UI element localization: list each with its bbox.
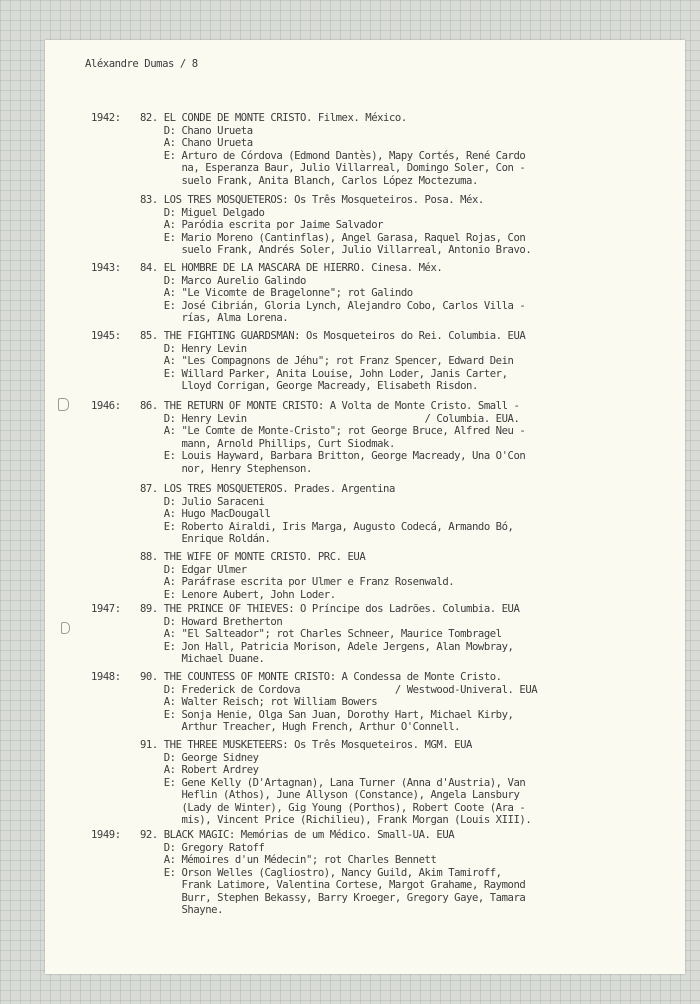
- film-entry: [140, 551, 454, 601]
- film-title-line: 87. LOS TRES MOSQUETEROS. Prades. Argentina: [140, 483, 395, 495]
- year-label: 1945:: [91, 330, 121, 342]
- film-title-line: 92. BLACK MAGIC: Memórias de um Médico. Small-UA. EUA: [140, 829, 455, 841]
- film-detail-line: D: Howard Bretherton: [140, 615, 283, 628]
- film-detail-line: Frank Latimore, Valentina Cortese, Margot Grahame, Raymond: [140, 879, 526, 891]
- film-detail-line: Heflin (Athos), June Allyson (Constance), Angela Lansbury: [140, 789, 520, 801]
- film-title-line: 84. EL HOMBRE DE LA MASCARA DE HIERRO. Cinesa. Méx.: [140, 262, 443, 274]
- year-label: 1947:: [91, 603, 121, 615]
- film-entry: [140, 829, 525, 917]
- film-detail-line: D: Chano Urueta: [140, 124, 253, 137]
- film-detail-line: E: Willard Parker, Anita Louise, John Loder, Janis Carter,: [140, 367, 508, 380]
- film-detail-line: D: Frederick de Cordova / Westwood-Univeral. EUA: [140, 683, 538, 696]
- film-detail-line: E: Lenore Aubert, John Loder.: [140, 588, 336, 601]
- film-entry: [140, 671, 537, 734]
- year-label: 1943:: [91, 262, 121, 274]
- film-detail-line: D: Henry Levin: [140, 342, 247, 355]
- film-title-line: 88. THE WIFE OF MONTE CRISTO. PRC. EUA: [140, 551, 366, 563]
- film-entry: [140, 112, 525, 187]
- film-detail-line: Arthur Treacher, Hugh French, Arthur O'Connell.: [140, 721, 461, 733]
- film-detail-line: A: "Les Compagnons de Jéhu"; rot Franz Spencer, Edward Dein: [140, 355, 514, 367]
- film-detail-line: E: Mario Moreno (Cantinflas), Angel Garasa, Raquel Rojas, Con: [140, 231, 526, 244]
- film-entry: [140, 400, 525, 475]
- film-entry: [140, 603, 519, 666]
- film-detail-line: D: George Sidney: [140, 751, 259, 764]
- film-detail-line: Burr, Stephen Bekassy, Barry Kroeger, Gregory Gaye, Tamara: [140, 891, 526, 904]
- year-label: 1946:: [91, 400, 121, 412]
- film-title-line: 90. THE COUNTESS OF MONTE CRISTO: A Condessa de Monte Cristo.: [140, 671, 502, 683]
- film-detail-line: suelo Frank, Andrés Soler, Julio Villarreal, Antonio Bravo.: [140, 244, 532, 256]
- film-detail-line: E: Jon Hall, Patricia Morison, Adele Jergens, Alan Mowbray,: [140, 640, 514, 653]
- film-detail-line: rías, Alma Lorena.: [140, 312, 289, 324]
- film-entry: [140, 194, 531, 257]
- film-detail-line: D: Gregory Ratoff: [140, 841, 265, 854]
- film-detail-line: D: Henry Levin / Columbia. EUA.: [140, 412, 520, 425]
- film-title-line: 82. EL CONDE DE MONTE CRISTO. Filmex. México.: [140, 112, 407, 124]
- film-detail-line: D: Miguel Delgado: [140, 206, 265, 219]
- film-detail-line: mis), Vincent Price (Richilieu), Frank Morgan (Louis XIII).: [140, 814, 532, 826]
- film-title-line: 83. LOS TRES MOSQUETEROS: Os Três Mosqueteiros. Posa. Méx.: [140, 194, 484, 206]
- page-header: Aléxandre Dumas / 8: [85, 58, 198, 70]
- film-detail-line: Enrique Roldán.: [140, 533, 271, 545]
- film-detail-line: Lloyd Corrigan, George Macready, Elisabeth Risdon.: [140, 380, 478, 392]
- film-detail-line: A: Paráfrase escrita por Ulmer e Franz Rosenwald.: [140, 576, 455, 588]
- film-detail-line: Shayne.: [140, 904, 223, 916]
- film-entry: [140, 262, 525, 325]
- film-detail-line: E: José Cibrián, Gloria Lynch, Alejandro Cobo, Carlos Villa -: [140, 299, 526, 312]
- film-detail-line: A: Mémoires d'un Médecin"; rot Charles Bennett: [140, 854, 437, 866]
- film-detail-line: D: Marco Aurelio Galindo: [140, 274, 306, 287]
- film-title-line: 91. THE THREE MUSKETEERS: Os Três Mosqueteiros. MGM. EUA: [140, 739, 472, 751]
- film-detail-line: A: Chano Urueta: [140, 137, 253, 149]
- film-detail-line: D: Edgar Ulmer: [140, 563, 247, 576]
- year-label: 1949:: [91, 829, 121, 841]
- film-detail-line: suelo Frank, Anita Blanch, Carlos López Moctezuma.: [140, 174, 478, 187]
- film-detail-line: E: Louis Hayward, Barbara Britton, George Macready, Una O'Con: [140, 450, 526, 462]
- film-detail-line: E: Arturo de Córdova (Edmond Dantès), Mapy Cortés, René Cardo: [140, 149, 526, 162]
- film-detail-line: A: "Le Vicomte de Bragelonne"; rot Galindo: [140, 287, 413, 299]
- film-detail-line: A: Hugo MacDougall: [140, 508, 271, 520]
- film-detail-line: (Lady de Winter), Gig Young (Porthos), Robert Coote (Ara -: [140, 801, 526, 814]
- film-detail-line: E: Orson Welles (Cagliostro), Nancy Guild, Akim Tamiroff,: [140, 866, 502, 879]
- year-label: 1942:: [91, 112, 121, 124]
- film-detail-line: E: Gene Kelly (D'Artagnan), Lana Turner (Anna d'Austria), Van: [140, 776, 526, 789]
- film-detail-line: E: Sonja Henie, Olga San Juan, Dorothy Hart, Michael Kirby,: [140, 708, 514, 721]
- margin-mark: [58, 398, 69, 411]
- film-entry: [140, 739, 531, 827]
- film-entry: [140, 330, 525, 393]
- film-title-line: 89. THE PRINCE OF THIEVES: O Príncipe dos Ladrões. Columbia. EUA: [140, 603, 520, 615]
- film-detail-line: mann, Arnold Phillips, Curt Siodmak.: [140, 437, 395, 450]
- film-detail-line: E: Roberto Airaldi, Iris Marga, Augusto Codecá, Armando Bó,: [140, 520, 514, 533]
- film-detail-line: A: Paródia escrita por Jaime Salvador: [140, 219, 384, 231]
- film-detail-line: Michael Duane.: [140, 653, 265, 665]
- film-title-line: 85. THE FIGHTING GUARDSMAN: Os Mosqueteiros do Rei. Columbia. EUA: [140, 330, 526, 342]
- film-detail-line: nor, Henry Stephenson.: [140, 462, 312, 475]
- film-detail-line: A: Robert Ardrey: [140, 764, 259, 776]
- year-label: 1948:: [91, 671, 121, 683]
- document-page: [45, 40, 685, 974]
- film-detail-line: D: Julio Saraceni: [140, 495, 265, 508]
- film-detail-line: A: Walter Reisch; rot William Bowers: [140, 696, 378, 708]
- film-entry: [140, 483, 513, 546]
- film-detail-line: na, Esperanza Baur, Julio Villarreal, Domingo Soler, Con -: [140, 162, 526, 174]
- film-title-line: 86. THE RETURN OF MONTE CRISTO: A Volta de Monte Cristo. Small -: [140, 400, 520, 412]
- film-detail-line: A: "Le Comte de Monte-Cristo"; rot George Bruce, Alfred Neu -: [140, 425, 526, 437]
- margin-mark: [61, 622, 70, 634]
- film-detail-line: A: "El Salteador"; rot Charles Schneer, Maurice Tombragel: [140, 628, 502, 640]
